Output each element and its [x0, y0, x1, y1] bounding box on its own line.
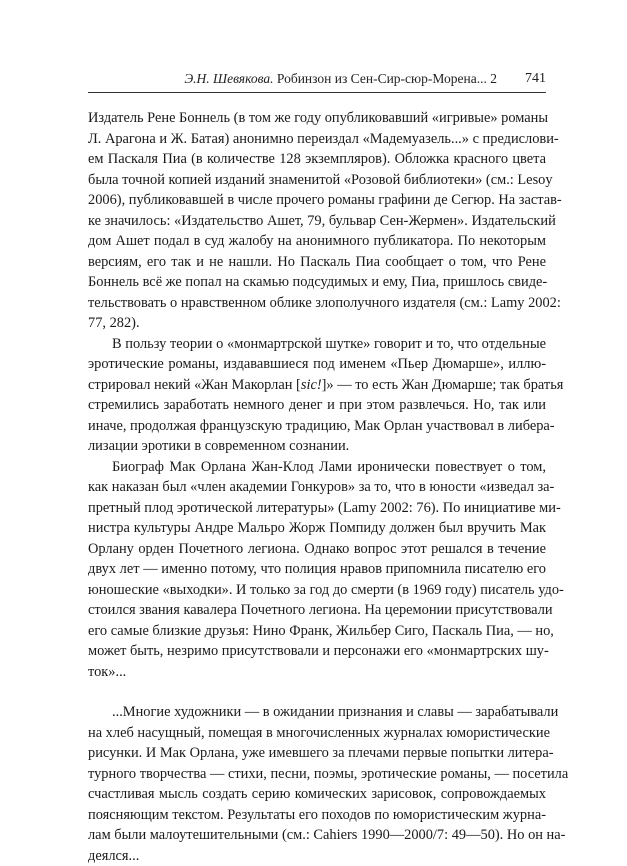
header-title: Робинзон из Сен-Сир-сюр-Морена... 2	[277, 71, 497, 86]
running-header	[88, 68, 546, 90]
text-line: нистра культуры Андре Мальро Жорж Помпиду должен был вручить Мак	[88, 518, 546, 539]
text-line: деялся...	[88, 846, 546, 866]
text-line: на хлеб насущный, помещая в многочисленных журналах юмористические	[88, 723, 546, 744]
text-line: 2006), публиковавшей в числе прочего романы графини де Сегюр. На застав-	[88, 190, 546, 211]
body-text	[88, 108, 546, 866]
text-line: счастливая мысль создать серию комических зарисовок, сопровождаемых	[88, 784, 546, 805]
text-line: стрировал некий «Жан Макорлан [sic!]» — то есть Жан Дюмарше; так братья	[88, 375, 546, 396]
text-line: претный плод эротической литературы» (Lamy 2002: 76). По инициативе ми-	[88, 498, 546, 519]
text-line: ...Многие художники — в ожидании признания и славы — зарабатывали	[88, 702, 546, 723]
header-rule	[88, 92, 546, 93]
text-line: была точной копией изданий знаменитой «Розовой библиотеки» (см.: Lesoy	[88, 170, 546, 191]
section-gap	[88, 682, 546, 702]
text-line: В пользу теории о «монмартрской шутке» говорит и то, что отдельные	[88, 334, 546, 355]
text-line: эротические романы, издававшиеся под именем «Пьер Дюмарше», иллю-	[88, 354, 546, 375]
sic-marker: sic!	[301, 377, 322, 393]
text-line: лам были малоутешительными (см.: Cahiers 1990—2000/7: 49—50). Но он на-	[88, 825, 546, 846]
text-line: лизации эротики в современном сознании.	[88, 436, 546, 457]
text-line: Биограф Мак Орлана Жан-Клод Лами иронически повествует о том,	[88, 457, 546, 478]
running-header-title	[184, 71, 497, 87]
text-line: ке значилось: «Издательство Ашет, 79, бульвар Сен-Жермен». Издательский	[88, 211, 546, 232]
text-line: двух лет — именно потому, что полиция нравов припомнила писателю его	[88, 559, 546, 580]
text-line: ем Паскаля Пиа (в количестве 128 экземпляров). Обложка красного цвета	[88, 149, 546, 170]
text-line: Орлану орден Почетного легиона. Однако вопрос этот решался в течение	[88, 539, 546, 560]
paragraph-2	[88, 334, 546, 457]
page-number: 741	[525, 71, 546, 87]
text-line: 77, 282).	[88, 313, 546, 334]
text-line: его самые близкие друзья: Нино Франк, Жильбер Сиго, Паскаль Пиа, — но,	[88, 621, 546, 642]
text-line: Издатель Рене Боннель (в том же году опубликовавший «игривые» романы	[88, 108, 546, 129]
text-line: может быть, незримо присутствовали и персонажи его «монмартрских шу-	[88, 641, 546, 662]
text-line: юношеские «выходки». И только за год до смерти (в 1969 году) писатель удо-	[88, 580, 546, 601]
text-line: турного творчества — стихи, песни, поэмы, эротические романы, — посетила	[88, 764, 546, 785]
text-line: поясняющим текстом. Результаты его походов по юмористическим журна-	[88, 805, 546, 826]
paragraph-4-quote	[88, 702, 546, 866]
text-line: Л. Арагона и Ж. Батая) анонимно переиздал «Мадемуазель...» с предислови-	[88, 129, 546, 150]
text-line: стоился звания кавалера Почетного легиона. На церемонии присутствовали	[88, 600, 546, 621]
header-author: Э.Н. Шевякова.	[184, 71, 273, 86]
text-line: рисунки. И Мак Орлана, уже имевшего за плечами первые попытки литера-	[88, 743, 546, 764]
text-line: стремились заработать немного денег и при этом развлечься. Но, так или	[88, 395, 546, 416]
paragraph-3	[88, 457, 546, 683]
text-line: ток»...	[88, 662, 546, 683]
paragraph-1	[88, 108, 546, 334]
text-line: тельствовать о нравственном облике злополучного издателя (см.: Lamy 2002:	[88, 293, 546, 314]
text-line: версиям, его так и не нашли. Но Паскаль Пиа сообщает о том, что Рене	[88, 252, 546, 273]
text-line: Боннель всё же попал на скамью подсудимых и ему, Пиа, пришлось свиде-	[88, 272, 546, 293]
text-line: как наказан был «член академии Гонкуров» за то, что в юности «изведал за-	[88, 477, 546, 498]
text-line: иначе, продолжая французскую традицию, Мак Орлан участвовал в либера-	[88, 416, 546, 437]
text-line: дом Ашет подал в суд жалобу на анонимного публикатора. По некоторым	[88, 231, 546, 252]
